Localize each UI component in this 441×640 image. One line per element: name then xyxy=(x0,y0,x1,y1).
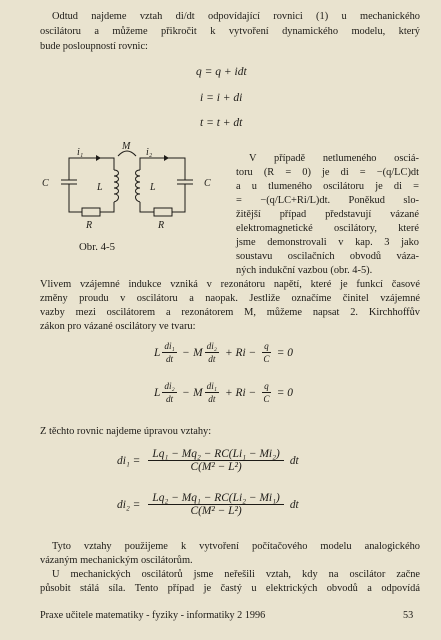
kirchhoff-eq-2-qden: C xyxy=(263,394,270,404)
right-line-6: elektromagnetické oscilátory, které xyxy=(236,223,419,234)
label-R-right: R xyxy=(158,220,165,231)
label-C-left: C xyxy=(42,178,49,189)
para3-line-1: Tyto vztahy použijeme k vytvoření počítačového modelu analogického xyxy=(52,541,420,552)
para2-line-4: zákon pro vázané oscilátory ve tvaru: xyxy=(40,321,196,332)
solution-eq-1 xyxy=(117,448,299,473)
i1-arrow-head xyxy=(96,155,101,161)
para3-line-2: vázaným mechanickým oscilátorům. xyxy=(40,555,193,566)
solution-eq-1-den: C(M² − L²) xyxy=(190,461,242,473)
right-inductor-coil xyxy=(136,170,141,202)
kirchhoff-eq-1-ri: + Ri − xyxy=(224,346,257,359)
kirchhoff-eq-2-L: L xyxy=(154,386,161,399)
kirchhoff-eq-1-den1: dt xyxy=(165,354,174,364)
intro-line-3: bude posloupností rovnic: xyxy=(40,41,148,52)
model-eq-q: q = q + idt xyxy=(196,66,247,78)
kirchhoff-eq-1-qden: C xyxy=(263,354,270,364)
solution-eq-1-lhs: di₁ = xyxy=(117,454,141,467)
solution-eq-2 xyxy=(117,492,299,517)
right-resistor xyxy=(154,208,172,216)
right-line-9: ných indukční vazbou (obr. 4-5). xyxy=(236,265,373,276)
label-L-right: L xyxy=(150,182,156,193)
i2-arrow-head xyxy=(164,155,169,161)
right-line-5: žitější případ představují vázané xyxy=(236,209,419,220)
kirchhoff-eq-1-den2: dt xyxy=(208,354,216,364)
kirchhoff-eq-2-num1: di₂ xyxy=(164,381,175,391)
para4-line-1: U mechanických oscilátorů jsme neřešili vztah, kdy na oscilátor začne xyxy=(52,569,420,580)
right-top-wire xyxy=(140,158,185,170)
label-R-left: R xyxy=(86,220,93,231)
para2-line-1: Vlivem vzájemné indukce vzniká v rezonátoru napětí, které je funkcí časové xyxy=(40,279,420,290)
kirchhoff-eq-1-qnum: q xyxy=(264,341,269,351)
kirchhoff-eq-1-num1: di₁ xyxy=(164,341,175,351)
kirchhoff-eq-2-den1: dt xyxy=(165,394,174,404)
solution-eq-2-lhs: di₂ = xyxy=(117,498,141,511)
right-line-4: = −(q/LC+Ri/L)dt. Poněkud slo- xyxy=(236,195,419,206)
intro-line-1: Odtud najdeme vztah di/dt odpovídající rovnici (1) u mechanického xyxy=(52,11,420,22)
coupled-circuit-diagram xyxy=(28,136,238,248)
label-L-left: L xyxy=(97,182,103,193)
para2-line-2: změny proudu v oscilátoru a naopak. Jestliže označíme činitel vzájemné xyxy=(40,293,420,304)
kirchhoff-eq-2-qnum: q xyxy=(264,381,269,391)
kirchhoff-eq-1-L: L xyxy=(154,346,161,359)
page-number: 53 xyxy=(403,610,414,621)
label-C-right: C xyxy=(204,178,211,189)
solution-eq-1-tail: dt xyxy=(289,454,299,467)
solution-eq-2-tail: dt xyxy=(289,498,299,511)
left-inductor-coil xyxy=(114,170,119,202)
para4-line-2: působit stálá síla. Tento případ je častý u elektrických obvodů a odpovídá xyxy=(40,583,420,594)
label-i1: i₁ xyxy=(77,147,84,158)
right-line-3: a u tlumeného oscilátoru je di = xyxy=(236,181,419,192)
model-eq-i: i = i + di xyxy=(200,92,243,104)
kirchhoff-eq-2: L $\frac{\text{di₂}}{dt}$ − M $\frac{\text{di₁}}{dt}$ + Ri − $\frac{q}{C}$ = 0 xyxy=(154,381,293,404)
label-i2: i₂ xyxy=(146,147,153,158)
solution-eq-1-num: Lq₁ − Mq₂ − RC(Li₁ − Mi₂) xyxy=(148,448,284,461)
kirchhoff-eq-2-rhs: = 0 xyxy=(276,386,293,399)
model-eq-t: t = t + dt xyxy=(200,117,243,129)
kirchhoff-eq-2-ri: + Ri − xyxy=(224,386,257,399)
footer-journal: Praxe učitele matematiky - fyziky - informatiky 2 1996 xyxy=(40,610,266,621)
right-line-7: jsme demonstrovali v kap. 3 jako xyxy=(236,237,419,248)
kirchhoff-eq-1-num2: di₂ xyxy=(206,341,217,351)
right-line-1: V případě netlumeného osciá- xyxy=(249,153,419,164)
right-line-2: toru (R = 0) je di = −(q/LC)dt xyxy=(236,167,419,178)
para2-line-3: vazby mezi oscilátorem a rezonátorem M, můžeme napsat 2. Kirchhoffův xyxy=(40,307,420,318)
solution-eq-2-den: C(M² − L²) xyxy=(190,505,242,517)
left-top-wire xyxy=(69,158,114,170)
kirchhoff-eq-1-rhs: = 0 xyxy=(276,346,293,359)
solution-eq-2-num: Lq₂ − Mq₁ − RC(Li₂ − Mi₁) xyxy=(148,492,284,505)
figure-caption: Obr. 4-5 xyxy=(79,241,115,253)
kirchhoff-eq-2-num2: di₁ xyxy=(206,381,217,391)
kirchhoff-eq-1-M: M xyxy=(193,346,203,359)
kirchhoff-eq-1: L $\frac{\text{di₁}}{dt}$ − M $\frac{\text{di₂}}{dt}$ + Ri − $\frac{q}{C}$ = 0 xyxy=(154,341,293,364)
kirchhoff-eq-2-den2: dt xyxy=(208,394,216,404)
kirchhoff-eq-2-M: M xyxy=(193,386,203,399)
intro-line-2: oscilátoru a můžeme přikročit k vytvoření dynamického modelu, který xyxy=(40,26,420,37)
mid-text: Z těchto rovnic najdeme úpravou vztahy: xyxy=(40,426,212,437)
label-M: M xyxy=(122,141,131,152)
left-resistor xyxy=(82,208,100,216)
right-line-8: soustavu oscilačních obvodů váza- xyxy=(236,251,419,262)
